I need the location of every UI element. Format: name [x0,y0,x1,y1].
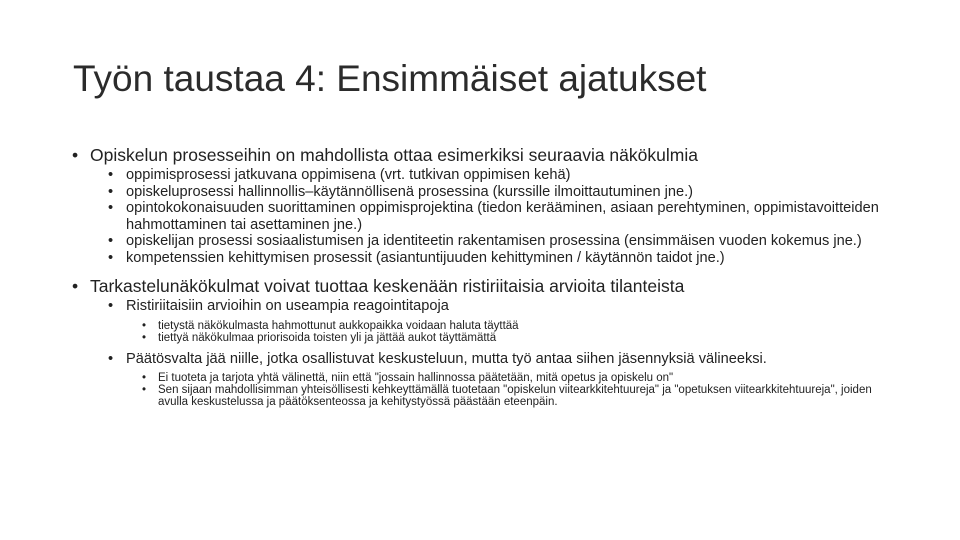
sub-sub-bullet: • tiettyä näkökulmaa priorisoida toisten yli ja jättää aukot täyttämättä [140,332,902,344]
bullet-section-1: • Opiskelun prosesseihin on mahdollista ottaa esimerkiksi seuraavia näkökulmia [72,145,902,166]
slide-content [72,145,902,408]
slide-title: Työn taustaa 4: Ensimmäiset ajatukset [73,58,707,99]
sub-sub-bullet: • Ei tuoteta ja tarjota yhtä välinettä, niin että "jossain hallinnossa päätetään, mitä opetus ja opiskelu on" [140,372,902,384]
sub-bullet: • opiskeluprosessi hallinnollis–käytännöllisenä prosessina (kurssille ilmoittautuminen jne.) [106,184,902,201]
sub-bullet: • Ristiriitaisiin arvioihin on useampia reagointitapoja [106,298,902,315]
sub-bullet: • opiskelijan prosessi sosiaalistumisen ja identiteetin rakentamisen prosessina (ensimmäisen vuoden kokemus jne.) [106,233,902,250]
bullet-section-2: • Tarkastelunäkökulmat voivat tuottaa keskenään ristiriitaisia arvioita tilanteista [72,276,902,297]
sub-bullet: • kompetenssien kehittymisen prosessit (asiantuntijuuden kehittyminen / käytännön taidot jne.) [106,250,902,267]
bullet-list [72,145,902,408]
sub-bullet: • opintokokonaisuuden suorittaminen oppimisprojektina (tiedon kerääminen, asiaan perehtyminen, oppimistavoitteiden hahmottaminen tai asettaminen jne.) [106,200,902,233]
sub-bullet: • Päätösvalta jää niille, jotka osallistuvat keskusteluun, mutta työ antaa siihen jäsennyksiä välineeksi. [106,351,902,368]
sub-sub-bullet: • tietystä näkökulmasta hahmottunut aukkopaikka voidaan haluta täyttää [140,320,902,332]
sub-bullet: • oppimisprosessi jatkuvana oppimisena (vrt. tutkivan oppimisen kehä) [106,167,902,184]
sub-sub-bullet: • Sen sijaan mahdollisimman yhteisöllisesti kehkeyttämällä tuotetaan "opiskelun viitearkkitehtuureja" ja "opetuksen viitearkkitehtuureja", joiden avulla keskustelussa ja päätöksenteossa ja kehitystyössä päästään eteenpäin. [140,384,902,408]
